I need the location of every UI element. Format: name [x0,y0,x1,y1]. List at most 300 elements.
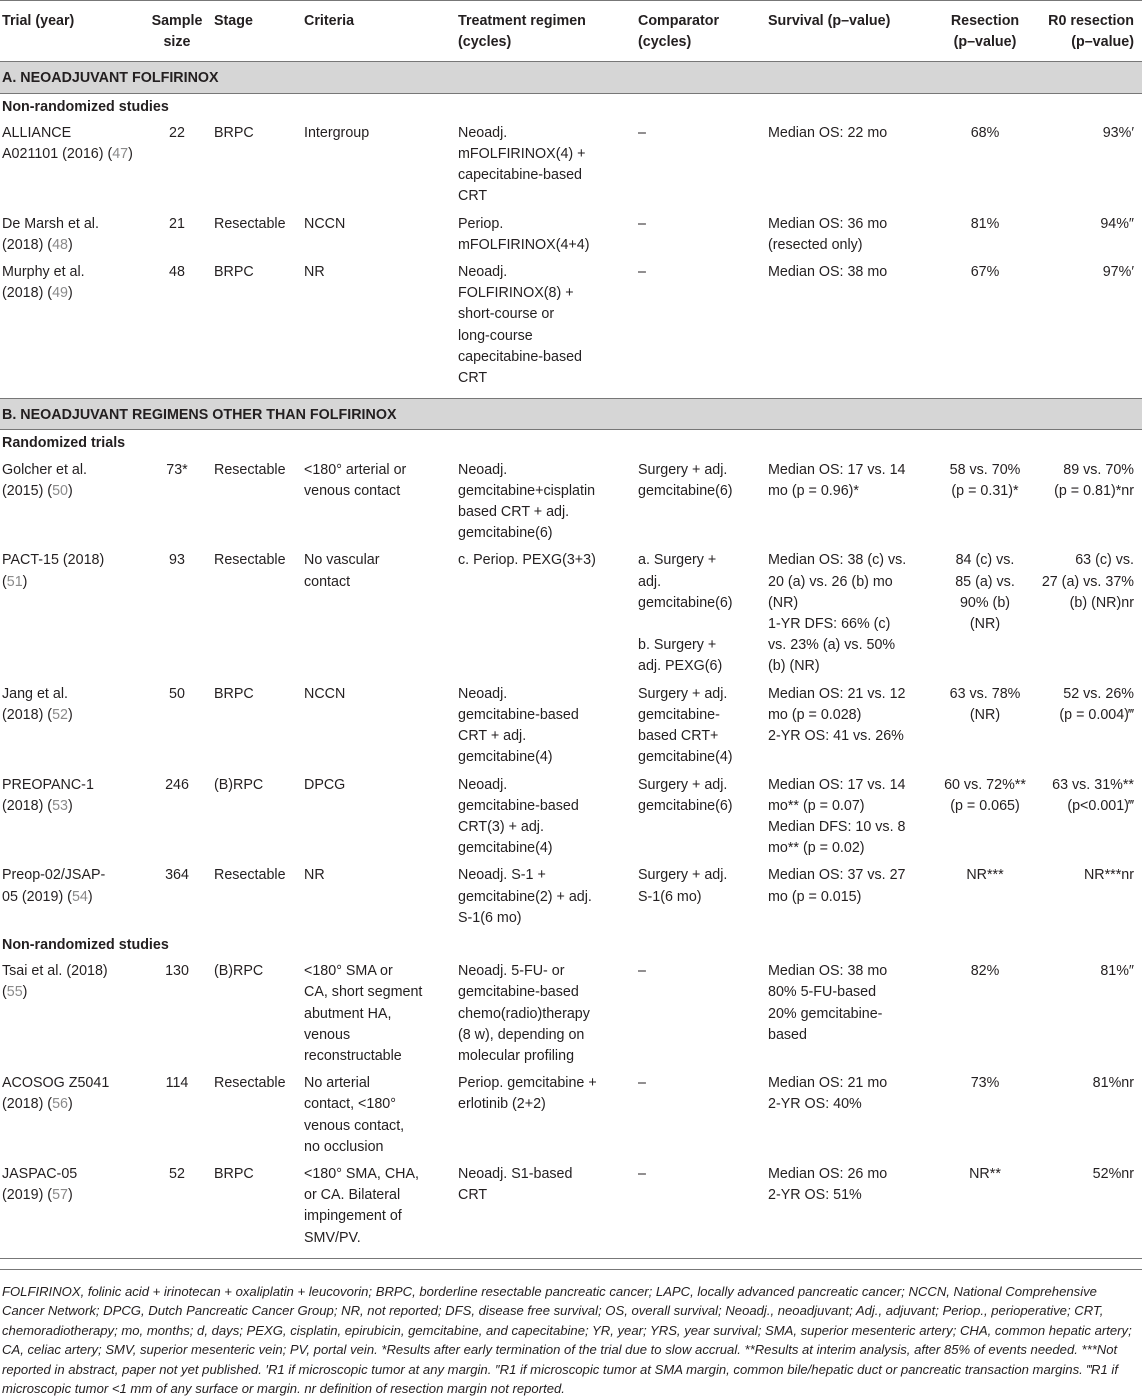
cell-line: – [638,963,646,980]
cell-line: gemcitabine-based [458,706,579,723]
cell-line: based CRT+ [638,728,719,745]
cell-line: NR [304,867,325,884]
cell-trial [0,547,140,680]
cell-line: Trial (year) [2,13,75,29]
trial-name: ALLIANCE [2,124,72,141]
cell-criteria [302,259,456,399]
cell-line: a. Surgery + [638,552,717,569]
cell-line: Median OS: 21 vs. 12 [768,685,906,702]
cell-stage: Resectable [214,867,286,884]
cell-size: 22 [169,124,185,141]
cell-line: Neoadj. [458,461,508,478]
cell-r0 [1032,547,1142,680]
cell-treatment [456,259,636,399]
cell-stage: BRPC [214,124,254,141]
header-trial [0,1,140,62]
cell-line [2,961,140,982]
cell-criteria [302,120,456,211]
section-title: A. NEOADJUVANT FOLFIRINOX [0,62,1142,93]
cell-size: 21 [169,215,185,232]
cell-line: NCCN [304,215,346,232]
cell-line: – [638,124,646,141]
table-footnote: FOLFIRINOX, folinic acid + irinotecan + oxaliplatin + leucovorin; BRPC, borderline resectable pancreatic cancer; LAPC, locally advanced pancreatic cancer; NCCN, National Comprehensive Cancer Network; DPCG, Dutch Pancreatic Cancer Group; NR, not reported; DFS, disease free survival; OS, overall survival; Neoadj., neoadjuvant; Adj., adjuvant; Periop., perioperative; CRT, chemoradiotherapy; mo, months; d, days; PEXG, cisplatin, epirubicin, gemcitabine, and capecitabine; YR, year; YRS, year survival; SMA, superior mesenteric artery; CHA, common hepatic artery; CA, celiac artery; SMV, superior mesenteric vein; PV, portal vein. *Results after early termination of the trial due to slow accrual. **Results at interim analysis, after 85% of events needed. ***Not reported in abstract, paper not yet published. ′R1 if microscopic tumor at any margin. ″R1 if microscopic tumor at SMA margin, common bile/hepatic duct or pancreatic transaction margins. ‴R1 if microscopic tumor <1 mm of any surface or margin. nr definition of resection margin not reported. [0,1269,1142,1399]
cell-size: 48 [140,259,212,399]
table-row [0,211,1142,259]
cell-line: R0 resection [1048,13,1134,29]
cell-line: mo** (p = 0.02) [768,840,865,857]
cell-line: S-1(6 mo) [638,888,702,905]
cell-trial [0,772,140,863]
cell-line: (NR) [768,594,799,611]
cell-line: contact, <180° [304,1096,396,1113]
cell-line: mFOLFIRINOX(4+4) [458,236,590,253]
trial-name: (2019) [2,1187,44,1204]
trial-name: (2018) [2,706,44,723]
cell-resection [936,772,1032,863]
cell-line: 81%nr [1092,1075,1134,1092]
reference-link[interactable]: 57 [52,1187,68,1204]
table-row [0,547,1142,680]
cell-line: 52 vs. 26% [1063,685,1134,702]
cell-survival [766,958,936,1070]
cell-treatment [456,862,636,932]
reference-link[interactable]: 52 [52,706,68,723]
cell-line: CRT(3) + adj. [458,818,544,835]
cell-line: (p–value) [953,34,1017,51]
cell-line [2,775,140,796]
cell-line: Periop. [458,215,504,232]
table-row [0,681,1142,772]
header-stage [212,1,302,62]
cell-comparator [636,772,766,863]
trial-name: Tsai et al. (2018) [2,963,108,980]
cell-stage: BRPC [212,259,302,399]
reference-link[interactable]: 50 [52,482,68,499]
cell-criteria [302,862,456,932]
header-size [140,1,212,62]
cell-r0 [1032,772,1142,863]
cell-line: (NR) [969,706,1001,723]
cell-line: 58 vs. 70% [949,461,1021,478]
cell-line: Surgery + adj. [638,461,728,478]
cell-line: S-1(6 mo) [458,909,522,926]
cell-survival [766,772,936,863]
cell-line: gemcitabine-based [458,984,579,1001]
cell-line: abutment HA, [304,1005,392,1022]
cell-line: (51) [2,573,28,590]
cell-line: reconstructable [304,1047,402,1064]
table-row [0,1070,1142,1161]
cell-line: 84 (c) vs. [955,552,1015,569]
cell-line: (b) (NR) [768,658,820,675]
cell-line: chemo(radio)therapy [458,1005,590,1022]
cell-line: mo** (p = 0.07) [768,797,865,814]
cell-line [638,614,766,635]
cell-resection [936,259,1032,399]
cell-criteria [302,772,456,863]
cell-line: 82% [970,963,1000,980]
cell-line: gemcitabine- [638,706,720,723]
cell-r0 [1032,862,1142,932]
group-row [0,93,1142,120]
cell-line: (2018) (56) [2,1096,73,1113]
cell-comparator [636,259,766,399]
trial-name: (2018) [2,236,44,253]
trial-name: Golcher et al. [2,461,88,478]
cell-line: (cycles) [638,34,692,51]
cell-line: 2-YR OS: 41 vs. 26% [768,728,904,745]
cell-r0 [1032,211,1142,259]
cell-line: 81%″ [1100,963,1134,980]
cell-stage: Resectable [214,461,286,478]
header-r0 [1032,1,1142,62]
cell-line: (2015) (50) [2,482,73,499]
cell-line: or CA. Bilateral [304,1187,401,1204]
cell-treatment [456,547,636,680]
cell-line: gemcitabine+cisplatin [458,482,596,499]
reference-link[interactable]: 56 [52,1096,68,1113]
cell-line: NR*** [966,867,1004,884]
cell-line [2,1164,140,1185]
trial-name: Preop-02/JSAP- [2,867,106,884]
cell-line: venous contact [304,482,401,499]
reference-link[interactable]: 47 [112,146,129,163]
cell-line: – [638,1075,646,1092]
cell-line: Neoadj. [458,685,508,702]
cell-criteria [302,457,456,548]
table-row [0,862,1142,932]
cell-r0 [1032,681,1142,772]
cell-line: 60 vs. 72%** [944,776,1026,793]
cell-line: 81% [970,215,1000,232]
cell-treatment [456,958,636,1070]
cell-size: 52 [140,1161,212,1258]
cell-survival [766,1161,936,1258]
cell-line: molecular profiling [458,1047,575,1064]
cell-line: <180° SMA or [304,963,393,980]
cell-trial [0,259,140,399]
cell-line [2,865,140,886]
section-row [0,399,1142,430]
cell-line: 73% [970,1075,1000,1092]
cell-line: Neoadj. S1-based [458,1165,573,1182]
cell-criteria [302,681,456,772]
cell-criteria [302,958,456,1070]
cell-size: 130 [165,963,189,980]
reference-link[interactable]: 55 [6,984,23,1001]
cell-line: Intergroup [304,124,370,141]
table-row [0,259,1142,399]
cell-line: contact [304,573,351,590]
trial-name: (2018) [2,1096,44,1113]
cell-line: capecitabine-based [458,348,582,365]
cell-line: Neoadj. [458,124,508,141]
cell-line: 27 (a) vs. 37% [1041,573,1134,590]
cell-line: based CRT + adj. [458,504,570,521]
cell-trial [0,211,140,259]
cell-line: CRT + adj. [458,728,527,745]
cell-size: 93 [169,552,185,569]
trial-name: (2015) [2,482,44,499]
trial-name: ACOSOG Z5041 [2,1075,110,1092]
cell-line: NR [304,264,325,281]
cell-line: No arterial [304,1075,370,1092]
cell-line: 97%′ [1102,264,1134,281]
cell-line: (8 w), depending on [458,1026,585,1043]
cell-comparator [636,862,766,932]
cell-line: gemcitabine(2) + adj. [458,888,592,905]
trial-name: PREOPANC-1 [2,776,94,793]
cell-line: (cycles) [458,34,512,51]
cell-line: CRT [458,1187,488,1204]
reference-link[interactable]: 48 [52,236,68,253]
cell-criteria [302,211,456,259]
cell-line: 67% [970,264,1000,281]
reference-link[interactable]: 54 [71,888,88,905]
cell-treatment [456,1161,636,1258]
cell-line: (p = 0.004)‴ [1059,706,1134,723]
cell-line: 63 vs. 31%** [1052,776,1134,793]
cell-line [2,550,140,571]
cell-trial [0,958,140,1070]
cell-criteria [302,1161,456,1258]
cell-line: Median OS: 38 (c) vs. [768,552,907,569]
cell-treatment [456,457,636,548]
trial-name: Murphy et al. [2,264,85,281]
cell-treatment [456,772,636,863]
cell-resection [936,862,1032,932]
cell-line: – [638,264,646,281]
cell-line: <180° SMA, CHA, [304,1165,419,1182]
group-title: Randomized trials [2,435,126,452]
cell-stage: BRPC [214,685,254,702]
header-criteria [302,1,456,62]
cell-line: 85 (a) vs. [955,573,1015,590]
cell-survival [766,862,936,932]
cell-line: 80% 5-FU-based [768,984,877,1001]
group-title: Non-randomized studies [2,98,169,115]
header-resection [936,1,1032,62]
cell-line: (p<0.001)‴ [1067,797,1134,814]
cell-line: CRT [458,188,488,205]
cell-comparator [636,958,766,1070]
cell-line: A021101 (2016) (47) [2,146,133,163]
cell-trial [0,457,140,548]
cell-line: Median OS: 26 mo [768,1165,888,1182]
group-row [0,430,1142,457]
cell-line: Neoadj. [458,776,508,793]
cell-survival [766,211,936,259]
cell-stage: Resectable [214,1075,286,1092]
trial-name: JASPAC-05 [2,1165,78,1182]
reference-link[interactable]: 53 [52,797,68,814]
cell-line: Median DFS: 10 vs. 8 [768,818,906,835]
cell-line: mo (p = 0.96)* [768,482,859,499]
cell-r0 [1032,1070,1142,1161]
cell-line: <180° arterial or [304,461,407,478]
cell-line: CA, short segment [304,984,423,1001]
cell-comparator [636,457,766,548]
cell-comparator [636,211,766,259]
cell-line: NCCN [304,685,346,702]
cell-line: adj. [638,573,662,590]
cell-line: (NR) [969,616,1001,633]
cell-line: (2018) (48) [2,236,73,253]
cell-stage: Resectable [214,215,286,232]
cell-resection [936,547,1032,680]
group-title: Non-randomized studies [2,936,169,953]
cell-line: size [163,34,191,51]
cell-trial [0,120,140,211]
cell-criteria [302,547,456,680]
cell-line: mo (p = 0.028) [768,706,862,723]
cell-line: erlotinib (2+2) [458,1096,546,1113]
cell-line: 20% gemcitabine- [768,1005,883,1022]
cell-r0 [1032,457,1142,548]
cell-line: no occlusion [304,1138,384,1155]
cell-comparator [636,681,766,772]
cell-line: Neoadj. 5-FU- or [458,963,565,980]
cell-line: Sample [151,13,203,29]
cell-line: CRT [458,370,488,387]
cell-trial [0,681,140,772]
header-treatment [456,1,636,62]
cell-survival [766,457,936,548]
cell-line: No vascular [304,552,380,569]
table-row [0,1161,1142,1258]
cell-line: 93%′ [1102,124,1134,141]
table-row [0,772,1142,863]
cell-line: vs. 23% (a) vs. 50% [768,637,896,654]
cell-comparator [636,1161,766,1258]
cell-line: 89 vs. 70% [1063,461,1134,478]
cell-resection [936,1161,1032,1258]
cell-line: adj. PEXG(6) [638,658,723,675]
header-survival [766,1,936,62]
cell-size: 50 [169,685,185,702]
cell-line: SMV/PV. [304,1229,361,1246]
cell-line: 63 vs. 78% [949,685,1021,702]
trial-name: (2018) [2,797,44,814]
cell-line: based [768,1026,807,1043]
cell-line: Median OS: 17 vs. 14 [768,461,906,478]
cell-line: (p = 0.81)*nr [1054,482,1134,499]
cell-line [2,123,140,144]
cell-trial [0,1070,140,1161]
cell-line: gemcitabine(6) [638,482,733,499]
trial-name: Jang et al. [2,685,68,702]
cell-line: gemcitabine(6) [458,525,553,542]
cell-line: (2018) (53) [2,797,73,814]
cell-line: 68% [970,124,1000,141]
cell-survival [766,259,936,399]
cell-line [2,262,140,283]
cell-line: 63 (c) vs. [1075,552,1134,569]
table-row [0,958,1142,1070]
cell-line: impingement of [304,1208,402,1225]
cell-line: 90% (b) [959,594,1011,611]
cell-line: capecitabine-based [458,167,582,184]
cell-trial [0,862,140,932]
cell-line: Stage [214,13,253,29]
cell-line: NR** [969,1165,1001,1182]
cell-line: Treatment regimen [458,13,586,29]
cell-line: Median OS: 21 mo [768,1075,888,1092]
cell-line: (55) [2,984,28,1001]
cell-line: (2018) (49) [2,285,73,302]
cell-stage: (B)RPC [214,776,264,793]
cell-line: Median OS: 38 mo [768,264,888,281]
cell-line [2,214,140,235]
section-title: B. NEOADJUVANT REGIMENS OTHER THAN FOLFIRINOX [0,399,1142,430]
trial-name: (2018) [2,285,44,302]
cell-resection [936,457,1032,548]
trial-name: A021101 (2016) [2,146,104,163]
cell-line: Comparator [638,13,720,29]
cell-line: c. Periop. PEXG(3+3) [458,552,596,569]
cell-line: 05 (2019) (54) [2,888,93,905]
cell-line: Surgery + adj. [638,685,728,702]
cell-line: (p = 0.065) [950,797,1020,814]
cell-line: Criteria [304,13,355,29]
cell-line: DPCG [304,776,346,793]
cell-line: 2-YR OS: 40% [768,1096,862,1113]
trial-name: De Marsh et al. [2,215,99,232]
cell-line: b. Surgery + [638,637,717,654]
cell-line: FOLFIRINOX(8) + [458,285,574,302]
table-row [0,457,1142,548]
cell-stage: (B)RPC [214,963,264,980]
cell-r0 [1032,120,1142,211]
cell-line: (p–value) [1071,34,1134,51]
cell-resection [936,1070,1032,1161]
cell-size: 114 [165,1075,189,1092]
cell-stage: BRPC [212,1161,302,1258]
cell-line: venous contact, [304,1117,405,1134]
table-row [0,120,1142,211]
cell-line: Periop. gemcitabine + [458,1075,597,1092]
cell-line: Median OS: 17 vs. 14 [768,776,906,793]
cell-line [2,460,140,481]
cell-line: gemcitabine(4) [638,749,733,766]
reference-link[interactable]: 49 [52,285,68,302]
cell-comparator [636,120,766,211]
cell-line: 20 (a) vs. 26 (b) mo [768,573,893,590]
table-body [0,62,1142,1258]
reference-link[interactable]: 51 [6,573,23,590]
cell-line: Neoadj. [458,264,508,281]
cell-line: (2018) (52) [2,706,73,723]
cell-line: short-course or [458,306,555,323]
cell-survival [766,1070,936,1161]
cell-r0 [1032,259,1142,399]
cell-line: (resected only) [768,236,863,253]
cell-line: Neoadj. S-1 + [458,867,546,884]
cell-resection [936,211,1032,259]
cell-line: gemcitabine-based [458,797,579,814]
cell-line: Resection [950,13,1020,29]
cell-line: Survival (p–value) [768,13,891,29]
cell-line: mo (p = 0.015) [768,888,862,905]
section-row [0,62,1142,93]
cell-line: 1-YR DFS: 66% (c) [768,616,891,633]
cell-resection [936,958,1032,1070]
cell-line: – [638,215,646,232]
cell-r0 [1032,958,1142,1070]
cell-line: Median OS: 36 mo [768,215,888,232]
cell-line: (2019) (57) [2,1187,73,1204]
cell-survival [766,120,936,211]
